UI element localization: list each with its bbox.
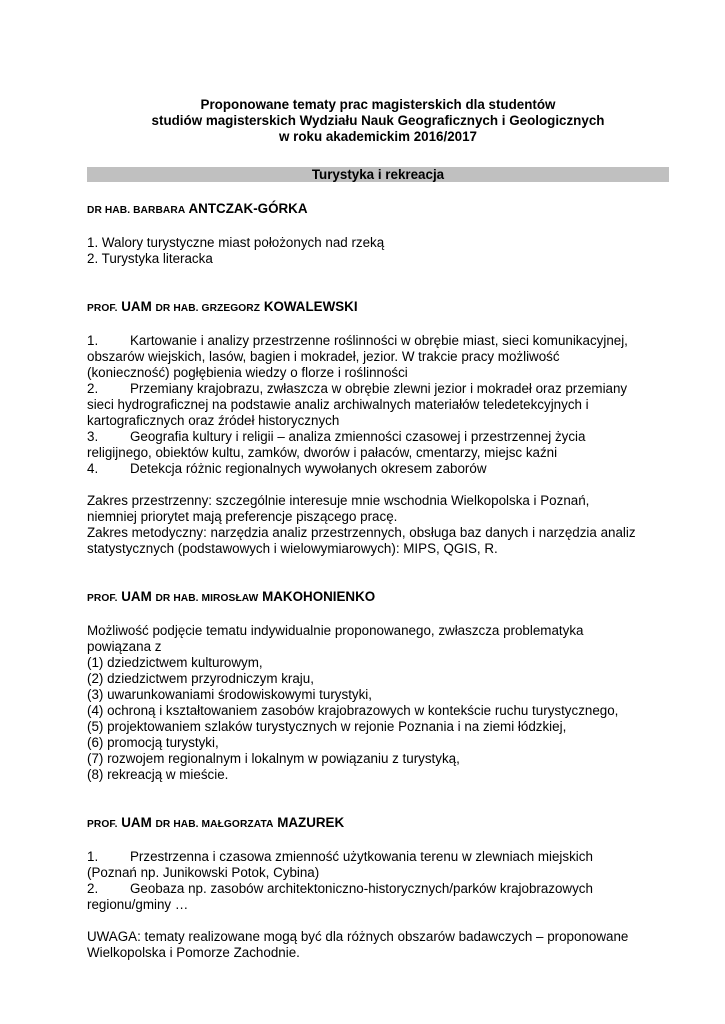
title-line-2: studiów magisterskich Wydziału Nauk Geograficznych i Geologicznych [151,113,605,128]
paragraph-line: powiązana z [87,639,162,654]
section-title: Turystyka i rekreacja [87,167,669,182]
list-item: 1. Przestrzenna i czasowa zmienność użytkowania terenu w zlewniach miejskich [87,849,593,864]
list-item: 2. Geobaza np. zasobów architektoniczno-historycznych/parków krajobrazowych [87,881,593,896]
author-heading [87,815,669,833]
title-line-1: Proponowane tematy prac magisterskich dla studentów [200,97,556,112]
list-item: (1) dziedzictwem kulturowym, [87,655,263,670]
list-item: 1. Kartowanie i analizy przestrzenne roślinności w obrębie miast, sieci komunikacyjnej, [87,333,628,348]
author-prefix: DR HAB. BARBARA [87,205,186,216]
author-name: MAKOHONIENKO [262,589,376,604]
note-line: Zakres przestrzenny: szczególnie interesuje mnie wschodnia Wielkopolska i Poznań, [87,493,590,508]
list-item-cont: religijnego, obiektów kultu, zamków, dworów i pałaców, cmentarzy, miejsc kaźni [87,445,558,460]
author-heading [87,299,669,317]
list-item: 1. Walory turystyczne miast położonych nad rzeką [87,235,385,250]
document-title [87,97,669,145]
author-heading [87,589,669,607]
author-affiliation: UAM [121,589,152,604]
author-name: MAZUREK [277,815,345,830]
author-affiliation: UAM [121,815,152,830]
author-degree: DR HAB. GRZEGORZ [155,303,261,314]
note-line: UWAGA: tematy realizowane mogą być dla różnych obszarów badawczych – proponowane [87,929,629,944]
document-page [87,97,669,961]
author-degree: DR HAB. MIROSŁAW [155,593,259,604]
list-item: (4) ochroną i kształtowaniem zasobów krajobrazowych w kontekście ruchu turystycznego, [87,703,619,718]
list-item-cont: kartograficznych oraz źródeł historycznych [87,413,340,428]
note-line: Wielkopolska i Pomorze Zachodnie. [87,945,300,960]
list-item-cont: (Poznań np. Junikowski Potok, Cybina) [87,865,320,880]
list-item: (7) rozwojem regionalnym i lokalnym w powiązaniu z turystyką, [87,751,460,766]
list-item-cont: sieci hydrograficznej na podstawie analiz archiwalnych materiałów teledetekcyjnych i [87,397,589,412]
list-item: 4. Detekcja różnic regionalnych wywołanych okresem zaborów [87,461,487,476]
paragraph-line: Możliwość podjęcie tematu indywidualnie proponowanego, zwłaszcza problematyka [87,623,584,638]
list-item: (6) promocją turystyki, [87,735,219,750]
note-line: statystycznych (podstawowych i wielowymiarowych): MIPS, QGIS, R. [87,541,498,556]
author-title: PROF. [87,303,118,314]
list-item-cont: (konieczność) pogłębienia wiedzy o florze i roślinności [87,365,408,380]
list-item: (2) dziedzictwem przyrodniczym kraju, [87,671,314,686]
list-item: 2. Turystyka literacka [87,251,213,266]
list-item: (3) uwarunkowaniami środowiskowymi turystyki, [87,687,373,702]
title-line-3: w roku akademickim 2016/2017 [278,129,477,144]
list-item-cont: regionu/gminy … [87,897,189,912]
author-name: KOWALEWSKI [263,299,358,314]
list-item: (8) rekreacją w mieście. [87,767,229,782]
author-title: PROF. [87,819,118,830]
author-heading [87,201,669,219]
list-item-cont: obszarów wiejskich, lasów, bagien i mokradeł, jezior. W trakcie pracy możliwość [87,349,560,364]
note-line: Zakres metodyczny: narzędzia analiz przestrzennych, obsługa baz danych i narzędzia analiz [87,525,636,540]
list-item: 3. Geografia kultury i religii – analiza zmienności czasowej i przestrzennej życia [87,429,586,444]
list-item: (5) projektowaniem szlaków turystycznych w rejonie Poznania i na ziemi łódzkiej, [87,719,567,734]
author-degree: DR HAB. MAŁGORZATA [155,819,274,830]
list-item: 2. Przemiany krajobrazu, zwłaszcza w obrębie zlewni jezior i mokradeł oraz przemiany [87,381,628,396]
author-affiliation: UAM [121,299,152,314]
note-line: niemniej priorytet mają preferencje piszącego pracę. [87,509,398,524]
author-title: PROF. [87,593,118,604]
author-name: ANTCZAK-GÓRKA [188,201,308,216]
